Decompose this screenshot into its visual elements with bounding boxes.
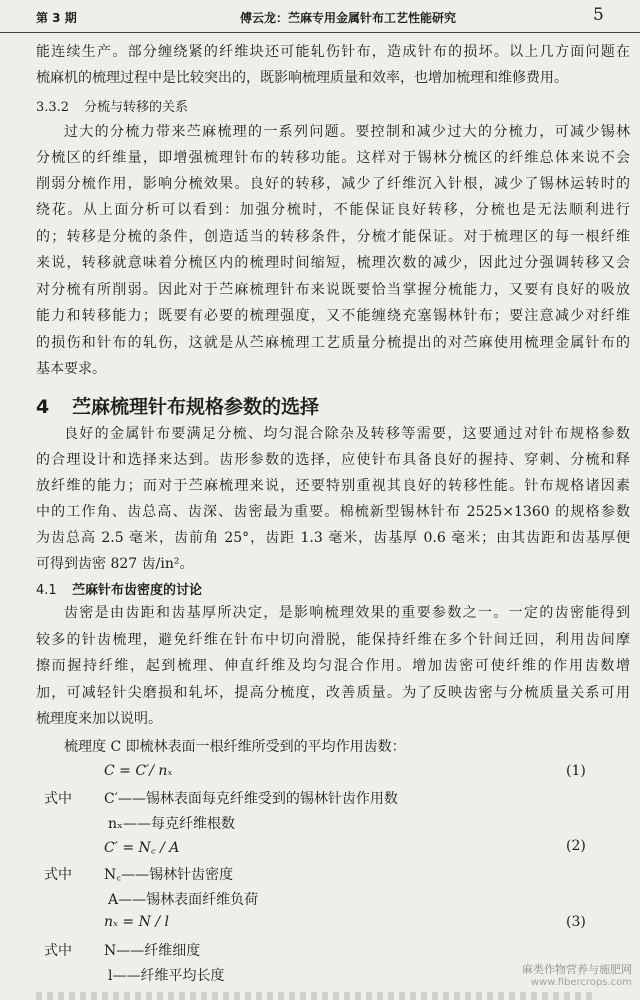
intro-line: 梳麻机的梳理过程中是比较突出的，既影响梳理质量和效率，也增加梳理和维修费用。 [36,70,568,86]
paragraph-line: 过大的分梳力带来苎麻梳理的一系列问题。要控制和减少过大的分梳力，可减少锡林 [64,124,630,140]
paragraph-line: 削弱分梳作用，影响分梳效果。良好的转移，减少了纤维沉入针根，减少了锡林运转时的 [36,176,630,192]
paragraph-line: 绕花。从上面分析可以看到：加强分梳时，不能保证良好转移，分梳也是无法顺利进行 [36,202,630,218]
where-label: 式中 [44,943,72,959]
intro-line: 能连续生产。部分缠绕紧的纤维块还可能轧伤针布，造成针布的损坏。以上几方面问题在 [36,44,630,60]
watermark-url: www.fibercrops.com [530,977,632,988]
paragraph-line: 的；转移是分梳的条件，创造适当的转移条件，分梳才能保证。对于梳理区的每一根纤维 [36,229,630,245]
paragraph-line: 可得到齿密 827 齿/in²。 [36,556,194,572]
equation-2: C′ = N꜀ / A [104,840,180,856]
paragraph-line: 来说，转移就意味着分梳区内的梳理时间缩短，梳理次数的减少，因此过分强调转移又会 [36,255,630,271]
paragraph-line: 的损伤和针布的轧伤，这就是从苎麻梳理工艺质量分梳提出的对苎麻使用梳理金属针布的 [36,335,630,351]
definition-nc: N꜀——锡林针齿密度 [104,867,234,883]
definition-a: A——锡林表面纤维负荷 [108,892,259,908]
definition-c-prime: C′——锡林表面每克纤维受到的锡林针齿作用数 [104,791,398,807]
section-heading-4-1 [36,579,202,598]
issue-number: 第 3 期 [36,11,77,25]
section-title: 苎麻梳理针布规格参数的选择 [72,396,320,418]
page-header [0,0,640,33]
equation-1: C = C′/ nₓ [104,763,173,779]
section-heading-3-3-2 [36,96,188,115]
paragraph-line: 对分梳有所削弱。因此对于苎麻梳理针布来说既要恰当掌握分梳能力，又要有良好的吸放 [36,282,630,298]
equation-number-2: (2) [566,838,586,854]
definition-nx: nₓ——每克纤维根数 [108,816,235,832]
section-number: 4 [36,396,50,418]
equation-number-1: (1) [566,763,586,779]
where-label: 式中 [44,867,72,883]
paragraph-line: 梳理度来加以说明。 [36,711,162,727]
paragraph-line: 擦而握持纤维，起到梳理、伸直纤维及均匀混合作用。增加齿密可使纤维的作用齿数增 [36,658,630,674]
paragraph-line: 加，可减轻针尖磨损和轧坏，提高分梳度，改善质量。为了反映齿密与分梳质量关系可用 [36,685,630,701]
equation-3: nₓ = N / l [104,914,169,930]
paragraph-line: 中的工作角、齿总高、齿深、齿密最为重要。棉梳新型锡林针布 2525×1360 的规格参数 [36,504,630,520]
page-number: 5 [593,5,604,25]
section-title: 苎麻针布齿密度的讨论 [72,583,203,598]
section-number: 3.3.2 [36,100,70,115]
paragraph-line: 为齿总高 2.5 毫米，齿前角 25°，齿距 1.3 毫米，齿基厚 0.6 毫米；由其齿距和齿基厚便 [36,530,630,546]
section-heading-4 [36,392,319,419]
watermark-site-name: 麻类作物营养与施肥网 [522,963,632,976]
running-title: 傅云龙：苎麻专用金属针布工艺性能研究 [240,11,457,25]
paragraph-line: 齿密是由齿距和齿基厚所决定，是影响梳理效果的重要参数之一。一定的齿密能得到 [64,605,630,621]
paragraph-line: 的合理设计和选择来达到。齿形参数的选择，应使针布具备良好的握持、穿刺、分梳和释 [36,452,630,468]
section-number: 4.1 [36,583,57,598]
equation-number-3: (3) [566,914,586,930]
where-label: 式中 [44,791,72,807]
paragraph-line: 分梳区的纤维量，即增强梳理针布的转移功能。这样对于锡林分梳区的纤维总体来说不会 [36,150,630,166]
paragraph-line: 较多的针齿梳理，避免纤维在针布中切向滑脱，能保持纤维在多个针间迁回，利用齿间摩 [36,632,630,648]
paragraph-line: 良好的金属针布要满足分梳、均匀混合除杂及转移等需要，这要通过对针布规格参数 [64,426,630,442]
definition-l: l——纤维平均长度 [108,968,225,984]
paragraph-line: 放纤维的能力；而对于苎麻梳理来说，还要特别重视其良好的转移性能。针布规格诸因素 [36,478,630,494]
paragraph-line: 能力和转移能力；既要有必要的梳理强度，又不能缠绕充塞锡林针布；要注意减少对纤维 [36,308,630,324]
section-title: 分梳与转移的关系 [84,100,189,115]
formula-intro: 梳理度 C 即梳林表面一根纤维所受到的平均作用齿数： [64,739,406,755]
definition-n: N——纤维细度 [104,943,201,959]
paragraph-line: 基本要求。 [36,361,106,377]
cut-off-line-fragment [36,992,596,1000]
